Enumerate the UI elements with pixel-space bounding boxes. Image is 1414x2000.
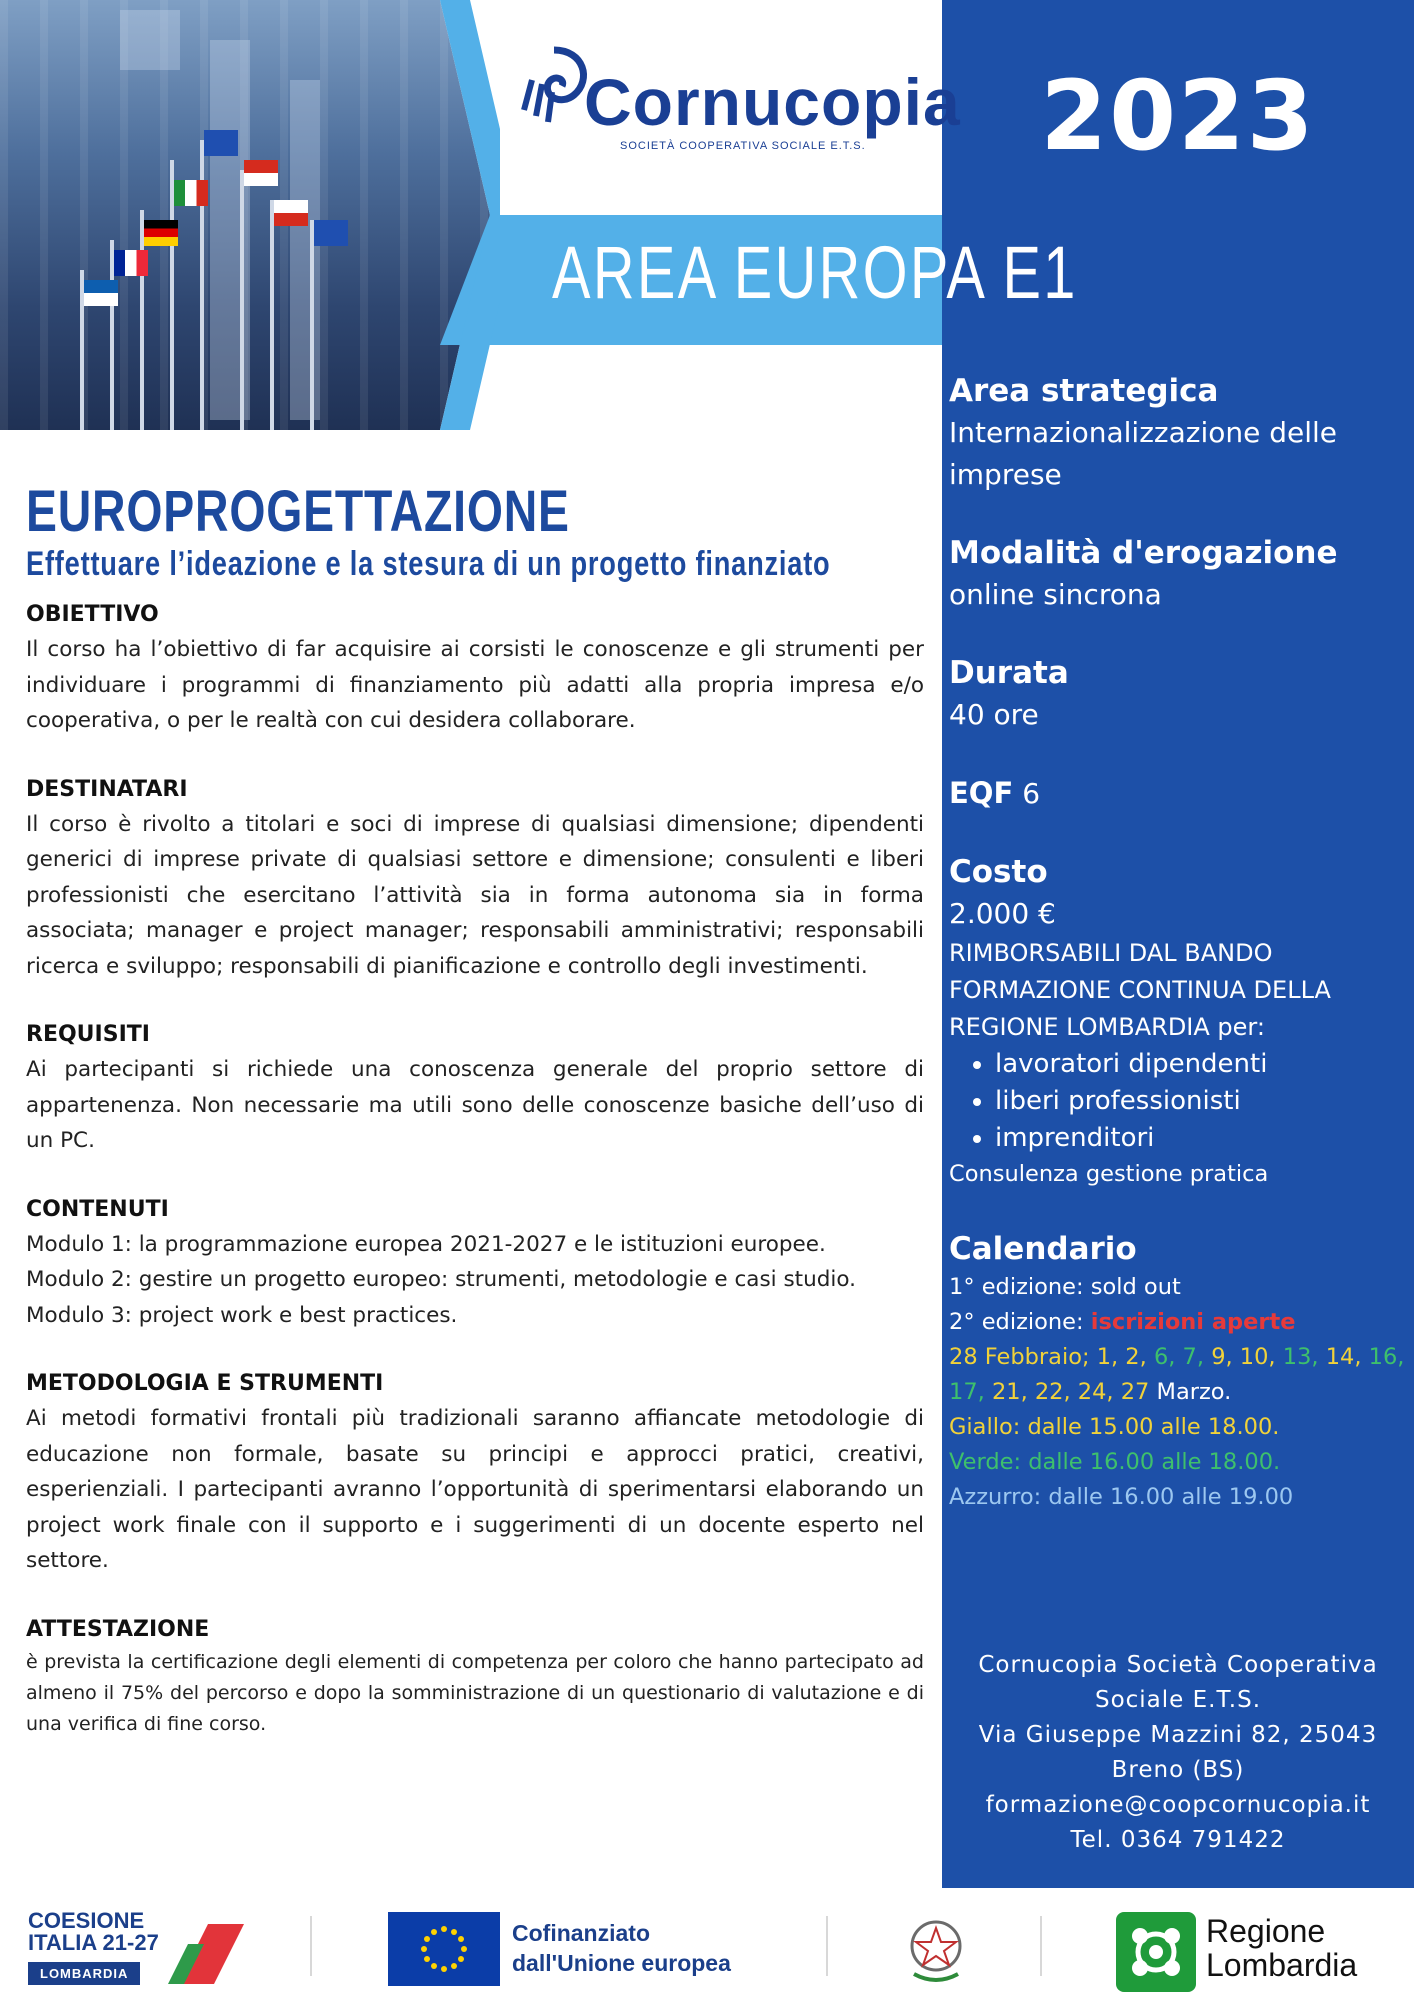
section-text-methodology: Ai metodi formativi frontali più tradizionali saranno affiancate metodologie di educazione non formale, basate su principi e approcci pratici, creativi, esperienziali. I partecipanti avranno l’opportunità di sperimentarsi elaborando un project work finale con il supporto e i suggerimenti di un docente esperto nel settore. bbox=[26, 1406, 924, 1573]
cost-value: 2.000 € bbox=[949, 897, 1056, 930]
dates-yellow: 21, 22, 24, 27 bbox=[991, 1379, 1157, 1405]
calendar-dates bbox=[949, 1340, 1409, 1410]
regione-lombardia-text bbox=[1206, 1914, 1357, 1982]
building-pillar bbox=[290, 80, 320, 420]
cornucopia-logo bbox=[514, 36, 961, 166]
area-label: Area strategica bbox=[949, 373, 1219, 409]
logo-wordmark: Cornucopia bbox=[584, 65, 961, 139]
rl-line1: Regione bbox=[1206, 1913, 1326, 1949]
contact-phone: Tel. 0364 791422 bbox=[1070, 1827, 1286, 1853]
edition-2 bbox=[949, 1305, 1409, 1340]
eu-flag-icon bbox=[388, 1912, 500, 1986]
eu-line2: dall'Unione europea bbox=[512, 1950, 731, 1976]
section-heading-recipients: DESTINATARI bbox=[26, 776, 188, 802]
flag-tricolor bbox=[174, 180, 208, 206]
coesione-line2: ITALIA 21-27 bbox=[28, 1930, 159, 1955]
cost-note: RIMBORSABILI DAL BANDO FORMAZIONE CONTINUA DELLA REGIONE LOMBARDIA per: bbox=[949, 939, 1331, 1041]
section-text-objective: Il corso ha l’obiettivo di far acquisire ai corsisti le conoscenze e gli strumenti per individuare i programmi di finanziamento più adatti alla propria impresa e/o cooperativa, o per le realtà con cui desidera collaborare. bbox=[26, 637, 924, 733]
section-heading-objective: OBIETTIVO bbox=[26, 602, 159, 627]
calendar-label: Calendario bbox=[949, 1231, 1137, 1267]
edition-2-status: iscrizioni aperte bbox=[1090, 1309, 1296, 1335]
contact-org: Cornucopia Società Cooperativa Sociale E.T.S. bbox=[978, 1652, 1378, 1713]
flag-france bbox=[114, 250, 148, 276]
module-1: Modulo 1: la programmazione europea 2021-2027 e le istituzioni europee. bbox=[26, 1231, 826, 1257]
contact-block bbox=[942, 1648, 1414, 1858]
flag-eu bbox=[314, 220, 348, 246]
eu-line1: Cofinanziato bbox=[512, 1920, 650, 1946]
duration-label: Durata bbox=[949, 655, 1069, 691]
logo-subtitle: SOCIETÀ COOPERATIVA SOCIALE E.T.S. bbox=[620, 140, 866, 152]
dates-green: 6, 7, bbox=[1153, 1344, 1212, 1370]
dates-yellow: 28 Febbraio; 1, 2, bbox=[949, 1344, 1154, 1370]
coesione-arrow-icon bbox=[168, 1914, 244, 1984]
section-heading-certification: ATTESTAZIONE bbox=[26, 1616, 210, 1642]
coesione-region: LOMBARDIA bbox=[28, 1962, 140, 1985]
coesione-italia-logo bbox=[28, 1910, 238, 1986]
coesione-line1: COESIONE bbox=[28, 1908, 145, 1933]
cost-extra: Consulenza gestione pratica bbox=[949, 1161, 1269, 1187]
divider bbox=[1040, 1916, 1042, 1976]
eu-stars-icon bbox=[388, 1912, 500, 1986]
flag-pole bbox=[240, 170, 244, 440]
section-heading-requirements: REQUISITI bbox=[26, 1022, 150, 1047]
area-value: Internazionalizzazione delle imprese bbox=[949, 416, 1338, 491]
edition-2-prefix: 2° edizione: bbox=[949, 1309, 1091, 1335]
flag-germany bbox=[144, 220, 178, 246]
list-item: • liberi professionisti bbox=[995, 1083, 1409, 1120]
photo-chevron-frame bbox=[380, 0, 500, 440]
dates-green: 16, 17, bbox=[949, 1344, 1405, 1405]
flag-poland bbox=[274, 200, 308, 226]
mode-label: Modalità d'erogazione bbox=[949, 535, 1338, 571]
duration-value: 40 ore bbox=[949, 698, 1039, 731]
flag-eu bbox=[204, 130, 238, 156]
funding-logos-bar bbox=[0, 1888, 1414, 2000]
flag-red-white bbox=[244, 160, 278, 186]
section-text-requirements: Ai partecipanti si richiede una conoscenza generale del proprio settore di appartenenza. Non necessarie ma utili sono delle conoscenze basiche dell’uso di un PC. bbox=[26, 1057, 924, 1153]
year-heading: 2023 bbox=[1040, 60, 1316, 172]
dates-yellow: 14, bbox=[1325, 1344, 1369, 1370]
building-window bbox=[120, 10, 180, 70]
regione-lombardia-icon bbox=[1116, 1912, 1196, 1992]
legend-green: Verde: dalle 16.00 alle 18.00. bbox=[949, 1449, 1281, 1475]
section-heading-contents: CONTENUTI bbox=[26, 1196, 169, 1222]
legend-blue: Azzurro: dalle 16.00 alle 19.00 bbox=[949, 1484, 1294, 1510]
section-text-certification: è prevista la certificazione degli elementi di competenza per coloro che hanno partecipato ad almeno il 75% del percorso e dopo la somministrazione di un questionario di valutazione e di una verifica di fine corso. bbox=[26, 1650, 924, 1735]
rosa-camuna-icon bbox=[1116, 1912, 1196, 1992]
italian-republic-emblem-icon bbox=[904, 1914, 968, 1984]
eu-cofinanced-text bbox=[512, 1918, 731, 1978]
divider bbox=[826, 1916, 828, 1976]
section-heading-methodology: METODOLOGIA E STRUMENTI bbox=[26, 1371, 384, 1396]
dates-yellow: 9, 10, bbox=[1211, 1344, 1283, 1370]
cornucopia-swirl-icon bbox=[514, 40, 594, 136]
dates-month: Marzo. bbox=[1156, 1379, 1232, 1405]
rl-line2: Lombardia bbox=[1206, 1947, 1358, 1983]
cost-label: Costo bbox=[949, 854, 1048, 890]
dates-green: 13, bbox=[1282, 1344, 1326, 1370]
building-pillar bbox=[210, 40, 250, 420]
edition-1: 1° edizione: sold out bbox=[949, 1274, 1181, 1300]
section-text-recipients: Il corso è rivolto a titolari e soci di imprese di qualsiasi dimensione; dipendenti generici di imprese private di qualsiasi settore e dimensione; consulenti e liberi professionisti che esercitano l’attività sia in forma autonoma sia in forma associata; manager e project manager; responsabili amministrativi; responsabili ricerca e sviluppo; responsabili di pianificazione e controllo degli investimenti. bbox=[26, 811, 924, 979]
flag-pole bbox=[270, 200, 274, 440]
contact-address: Via Giuseppe Mazzini 82, 25043 Breno (BS) bbox=[978, 1722, 1378, 1783]
contact-email[interactable]: formazione@coopcornucopia.it bbox=[985, 1792, 1371, 1818]
divider bbox=[310, 1916, 312, 1976]
module-2: Modulo 2: gestire un progetto europeo: strumenti, metodologie e casi studio. bbox=[26, 1267, 856, 1292]
course-description bbox=[26, 480, 924, 1774]
area-title: AREA EUROPA E1 bbox=[552, 231, 1078, 314]
course-subtitle: Effettuare l’ideazione e la stesura di un progetto finanziato bbox=[26, 545, 831, 583]
list-item: • imprenditori bbox=[995, 1120, 1409, 1157]
legend-yellow: Giallo: dalle 15.00 alle 18.00. bbox=[949, 1414, 1280, 1440]
flag-greece bbox=[84, 280, 118, 306]
module-3: Modulo 3: project work e best practices. bbox=[26, 1302, 458, 1328]
eqf-value: 6 bbox=[1022, 777, 1041, 810]
course-title: EUROPROGETTAZIONE bbox=[26, 479, 570, 544]
mode-value: online sincrona bbox=[949, 578, 1162, 611]
list-item: • lavoratori dipendenti bbox=[995, 1046, 1409, 1083]
course-info-sidebar bbox=[949, 370, 1409, 1515]
flag-pole bbox=[310, 220, 314, 440]
cost-eligible-list bbox=[949, 1046, 1409, 1157]
eqf-label: EQF bbox=[949, 776, 1014, 810]
